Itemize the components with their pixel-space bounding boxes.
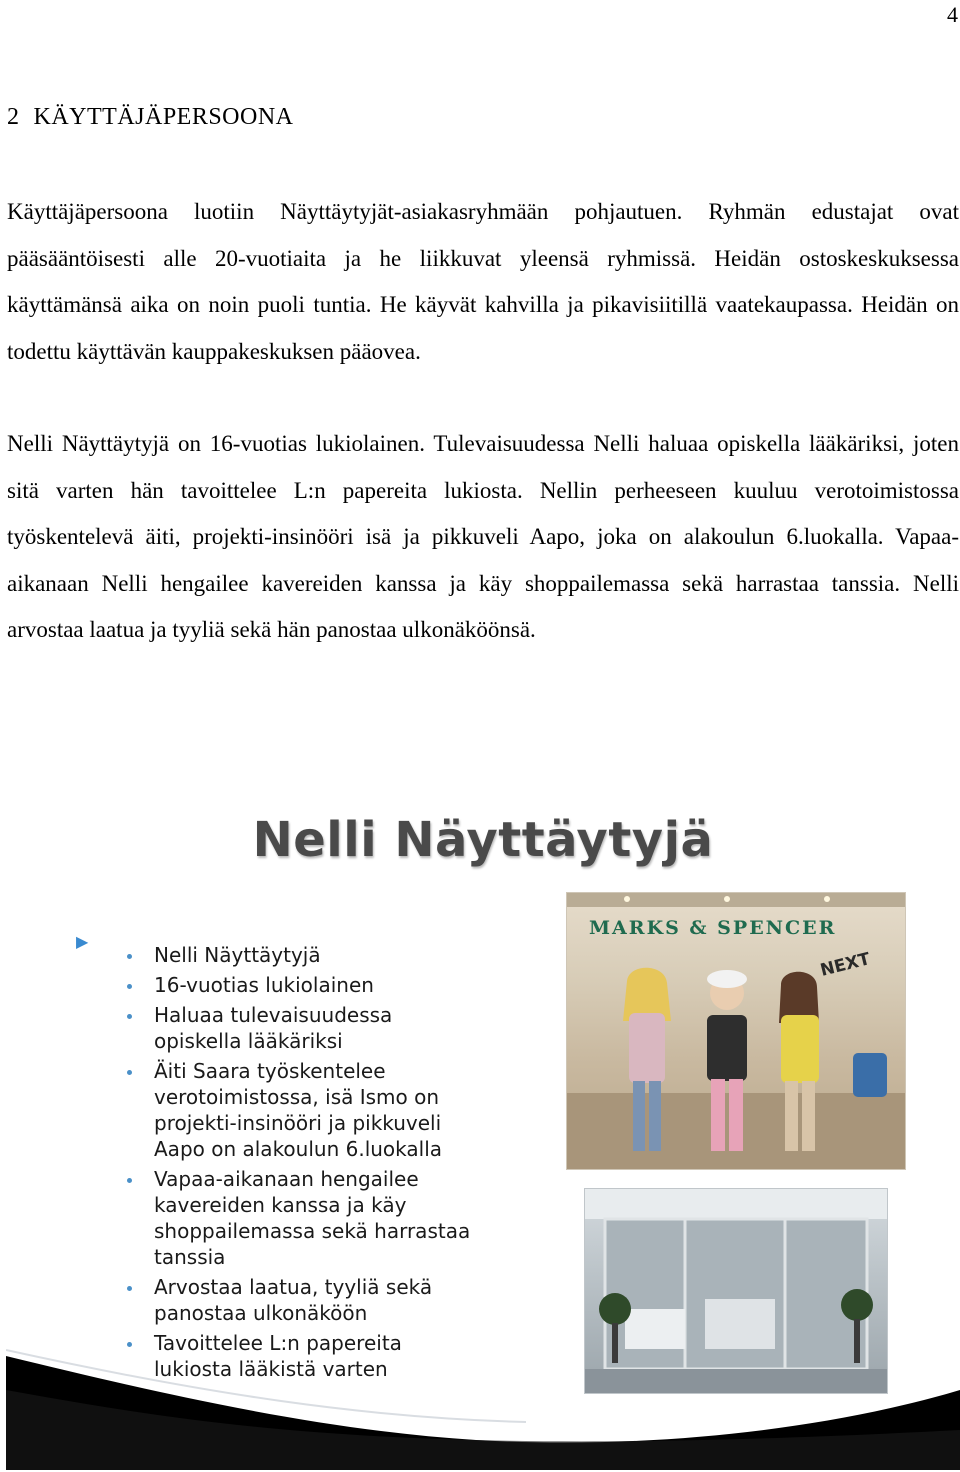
storefront-illustration — [585, 1189, 887, 1393]
section-number: 2 — [7, 104, 20, 130]
list-item: Tavoittelee L:n papereita lukiosta lääkistä varten — [124, 1330, 484, 1382]
bullet-dot-icon — [127, 1286, 132, 1291]
persona-slide-image — [6, 790, 960, 1470]
shopping-mall-photo — [566, 892, 906, 1170]
list-item: 16-vuotias lukiolainen — [124, 972, 484, 998]
section-heading — [7, 104, 294, 131]
store-sign-text: MARKS & SPENCER — [589, 917, 837, 939]
bullet-dot-icon — [127, 954, 132, 959]
page-number: 4 — [947, 2, 958, 27]
list-item: Arvostaa laatua, tyyliä sekä panostaa ulkonäköön — [124, 1274, 484, 1326]
slide-bullet-list — [124, 942, 484, 1386]
slide-title: Nelli Näyttäytyjä — [252, 812, 714, 868]
list-item: Nelli Näyttäytyjä — [124, 942, 484, 968]
paragraph-persona: Nelli Näyttäytyjä on 16-vuotias lukiolainen. Tulevaisuudessa Nelli haluaa opiskella lääkäriksi, joten sitä varten hän tavoittelee L:n papereita lukiosta. Nellin perheeseen kuuluu verotoimistossa työskentelevä äiti, projekti-insinööri isä ja pikkuveli Aapo, joka on alakoulun 6.luokalla. Vapaa-aikanaan Nelli hengailee kavereiden kanssa ja käy shoppailemassa sekä harrastaa tanssia. Nelli arvostaa laatua ja tyyliä sekä hän panostaa ulkonäköönsä. — [7, 431, 959, 642]
bullet-dot-icon — [127, 1014, 132, 1019]
section-title: KÄYTTÄJÄPERSOONA — [33, 104, 294, 130]
storefront-photo — [584, 1188, 888, 1394]
store-sign-text-2: NEXT — [818, 949, 873, 981]
bullet-dot-icon — [127, 1178, 132, 1183]
list-item: Haluaa tulevaisuudessa opiskella lääkäriksi — [124, 1002, 484, 1054]
bullet-dot-icon — [127, 1342, 132, 1347]
list-item: Äiti Saara työskentelee verotoimistossa, isä Ismo on projekti-insinööri ja pikkuveli Aapo on alakoulun 6.luokalla — [124, 1058, 484, 1162]
bullet-dot-icon — [127, 984, 132, 989]
people-silhouettes — [567, 893, 905, 1169]
bullet-dot-icon — [127, 1070, 132, 1075]
triangle-bullet-icon: ▶ — [76, 934, 89, 951]
list-item: Vapaa-aikanaan hengailee kavereiden kanssa ja käy shoppailemassa sekä harrastaa tanssia — [124, 1166, 484, 1270]
paragraph-intro: Käyttäjäpersoona luotiin Näyttäytyjät-asiakasryhmään pohjautuen. Ryhmän edustajat ovat pääsääntöisesti alle 20-vuotiaita ja he liikkuvat yleensä ryhmissä. Heidän ostoskeskuksessa käyttämänsä aika on noin puoli tuntia. He käyvät kahvilla ja pikavisiitillä vaatekaupassa. Heidän on todettu käyttävän kauppakeskuksen pääovea. — [7, 199, 959, 364]
